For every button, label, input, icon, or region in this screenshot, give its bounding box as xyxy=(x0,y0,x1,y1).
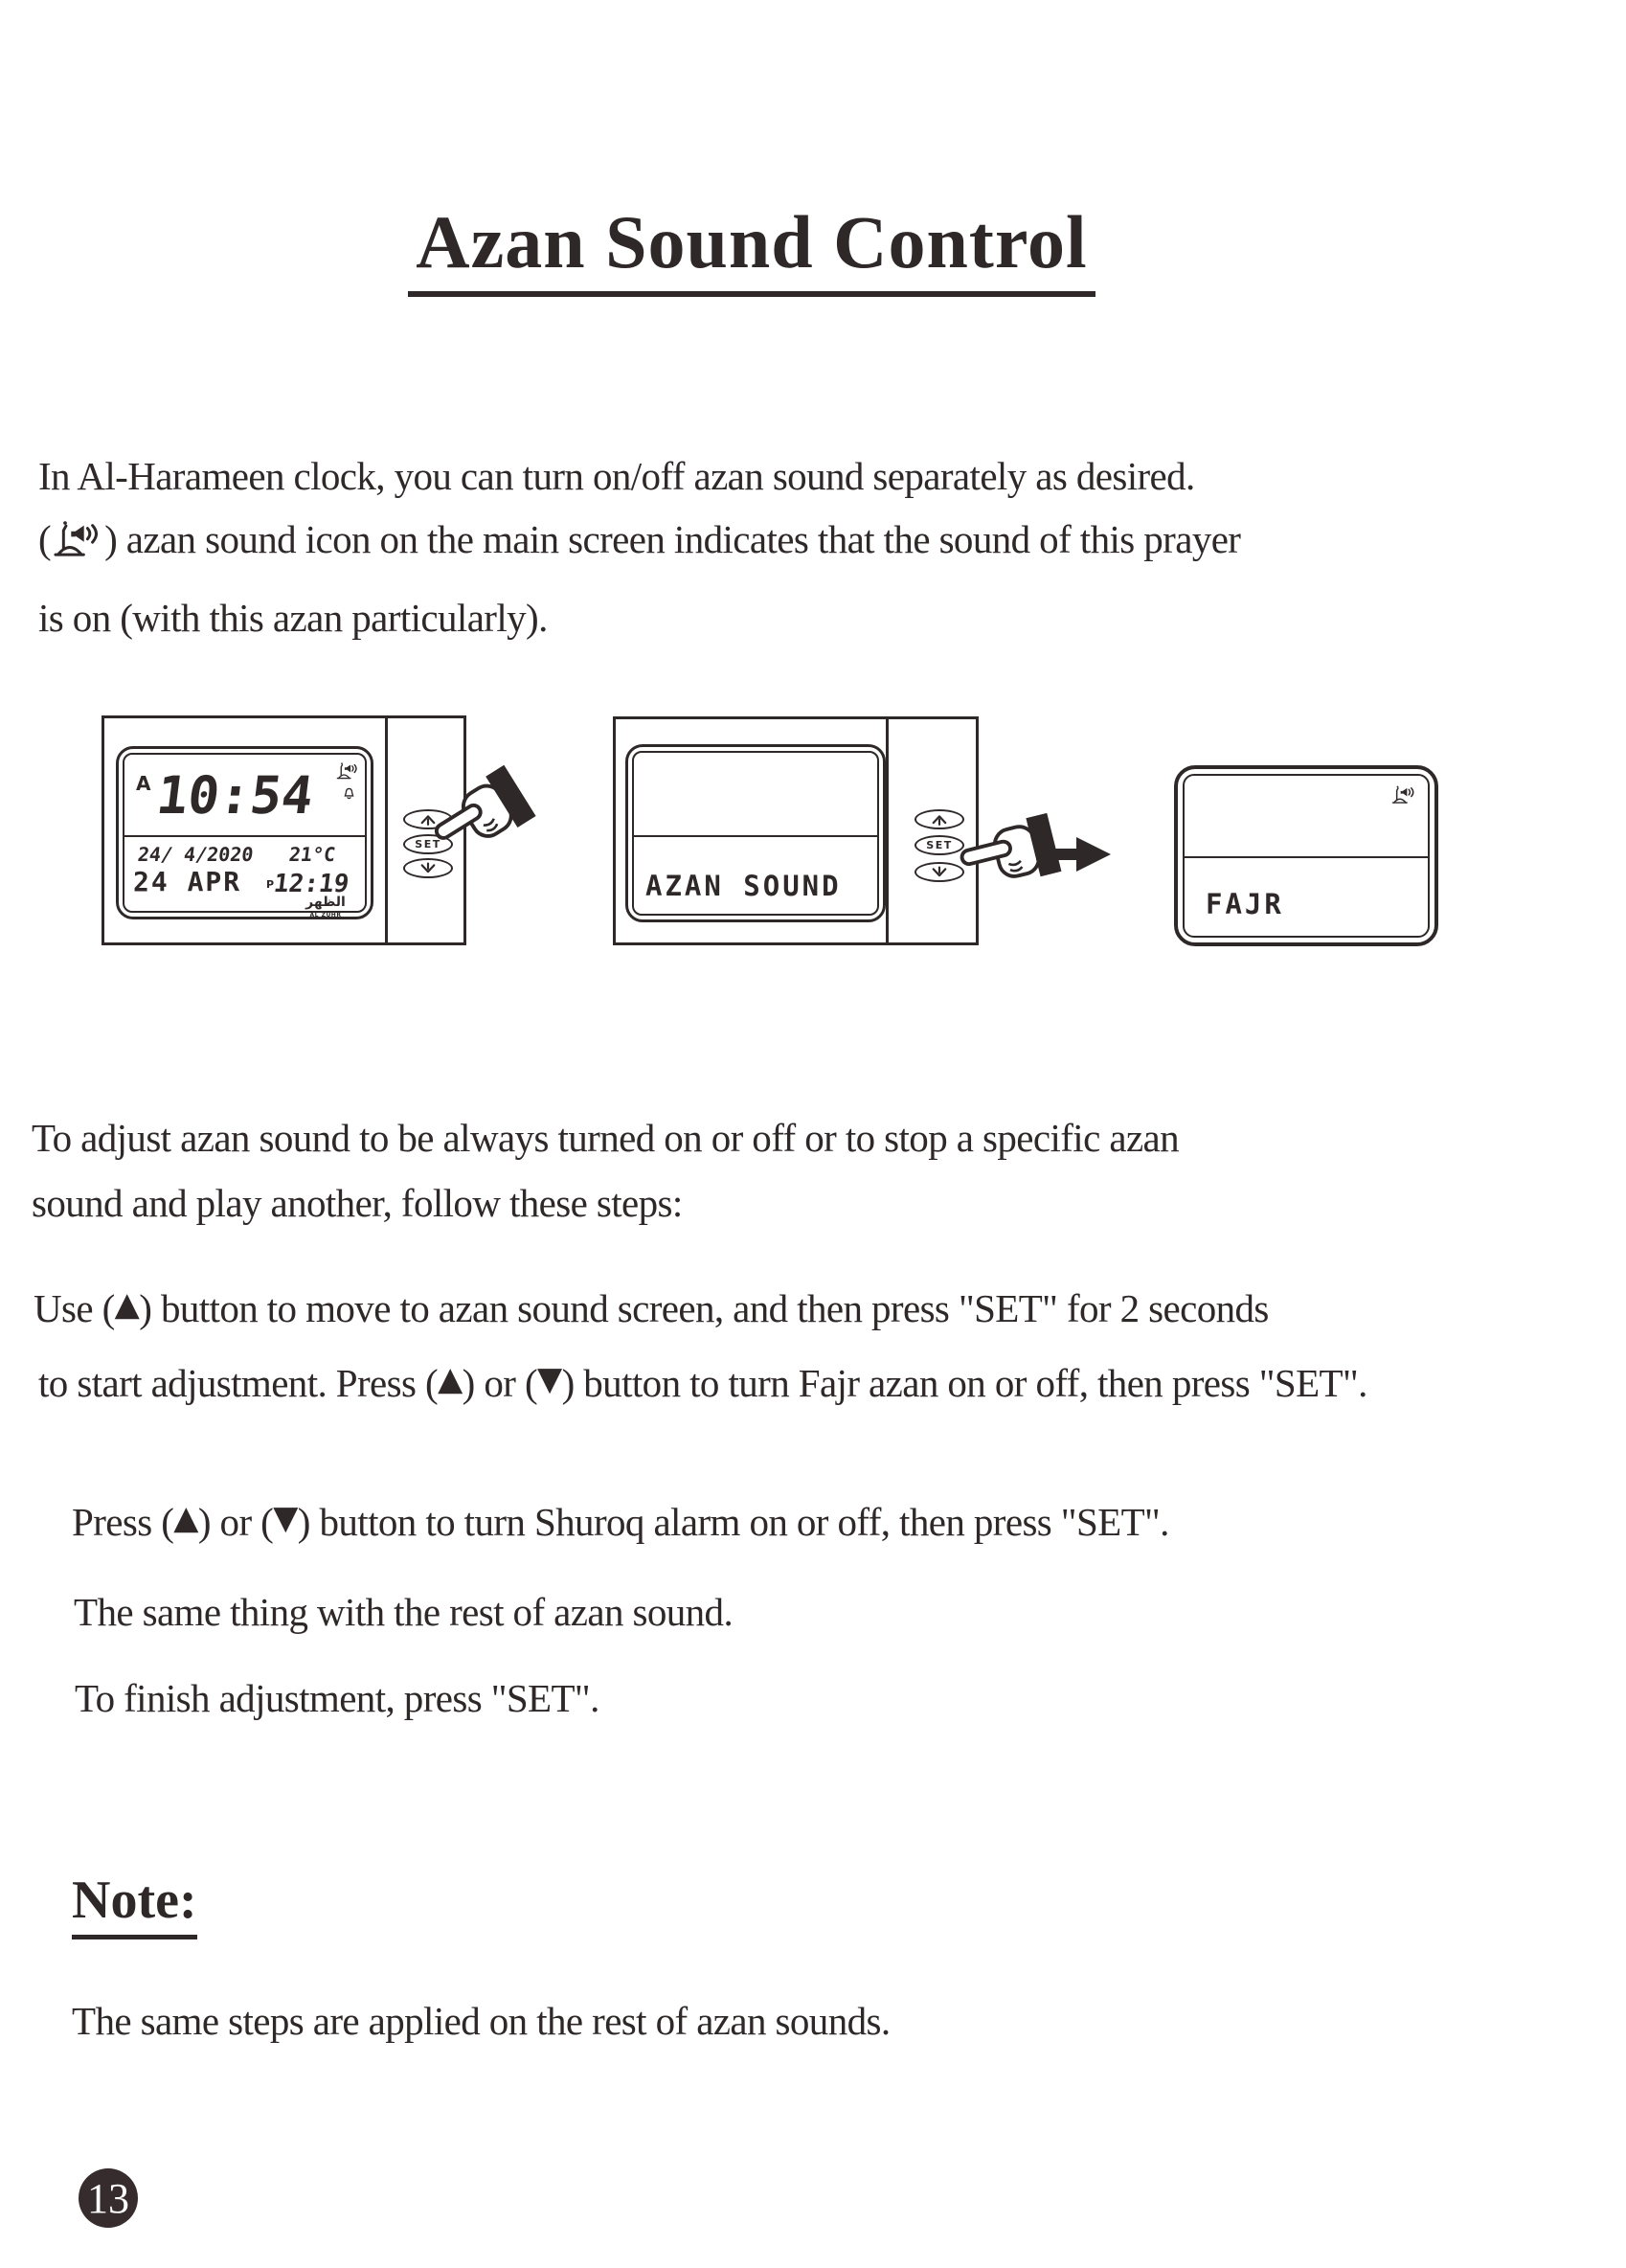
up-button xyxy=(915,809,964,829)
chevron-up-icon xyxy=(931,813,948,826)
lcd-screen-main-inner xyxy=(123,753,367,919)
up-triangle-icon: ▲ xyxy=(114,1285,140,1324)
step-text: ) button to move to azan sound screen, and then press "SET" for 2 seconds xyxy=(139,1286,1269,1330)
step-move-line-2 xyxy=(38,1350,1367,1408)
clock-time: 10:54 xyxy=(153,765,317,826)
lcd-screen-main xyxy=(116,746,373,919)
date-numeric: 24/ 4/2020 xyxy=(136,843,255,866)
fajr-screen-label: FAJR xyxy=(1206,888,1284,920)
mode-indicator: A xyxy=(136,772,151,795)
note-heading: Note: xyxy=(72,1870,197,1939)
step-text: ) button to turn Fajr azan on or off, then press "SET". xyxy=(561,1361,1367,1405)
prayer-name-arabic xyxy=(301,896,350,921)
prayer-name-latin: AL ZUHR xyxy=(309,912,342,919)
set-button-label: SET xyxy=(926,839,953,851)
step-text: Press ( xyxy=(72,1500,174,1544)
step-text: ) button to turn Shuroq alarm on or off, then press "SET". xyxy=(297,1500,1169,1544)
down-triangle-icon: ▼ xyxy=(537,1360,562,1398)
set-button-label: SET xyxy=(415,838,441,850)
lcd-screen-azan-sound xyxy=(625,744,886,922)
page-number-badge: 13 xyxy=(79,2168,138,2228)
steps-intro-line-2: sound and play another, follow these steps: xyxy=(32,1181,683,1225)
page-title: Azan Sound Control xyxy=(408,199,1095,297)
step-text: ) or ( xyxy=(197,1500,274,1544)
azan-sound-screen-label: AZAN SOUND xyxy=(645,870,842,902)
clock1-body xyxy=(102,715,466,945)
azan-sound-icon xyxy=(53,516,102,566)
fajr-screen xyxy=(1174,765,1438,946)
step-finish-line: To finish adjustment, press "SET". xyxy=(75,1676,599,1720)
step-text: ) or ( xyxy=(462,1361,538,1405)
intro-line-2 xyxy=(38,503,1240,576)
azan-sound-icon xyxy=(1391,783,1416,808)
intro-line-1: In Al-Harameen clock, you can turn on/off azan sound separately as desired. xyxy=(38,454,1195,498)
step-move-line-1 xyxy=(34,1276,1269,1333)
step-rest-line: The same thing with the rest of azan sound. xyxy=(74,1590,734,1634)
chevron-down-icon xyxy=(419,862,437,874)
up-triangle-icon: ▲ xyxy=(438,1360,463,1398)
intro-line-2-rest: ) azan sound icon on the main screen indicates that the sound of this prayer xyxy=(104,517,1241,561)
lcd-screen-azan-sound-inner xyxy=(632,751,879,916)
down-button xyxy=(403,858,453,878)
steps-intro-line-1: To adjust azan sound to be always turned on or off or to stop a specific azan xyxy=(32,1116,1180,1160)
lcd-divider xyxy=(124,835,365,837)
intro-line-3: is on (with this azan particularly). xyxy=(38,596,548,640)
title-row xyxy=(0,199,1503,297)
azan-sound-icon xyxy=(336,760,359,783)
step-text: to start adjustment. Press ( xyxy=(38,1361,439,1405)
lcd-divider xyxy=(634,835,877,837)
clock2-button-panel xyxy=(886,719,976,942)
prayer-time: 12:19 xyxy=(272,870,351,898)
clock2-body xyxy=(613,716,979,945)
chevron-down-icon xyxy=(931,866,948,878)
right-arrow-icon xyxy=(1036,833,1111,880)
intro-line-2-open: ( xyxy=(38,517,52,561)
fajr-screen-inner xyxy=(1183,774,1430,938)
date-text: 24 APR xyxy=(133,866,242,897)
lcd-divider xyxy=(1185,856,1428,858)
prayer-time-prefix: P xyxy=(266,878,275,891)
down-triangle-icon: ▼ xyxy=(273,1499,298,1537)
temperature: 21°C xyxy=(287,843,337,866)
alarm-bell-icon xyxy=(342,786,356,801)
step-text: Use ( xyxy=(34,1286,115,1330)
down-button xyxy=(915,862,964,882)
prayer-name-arabic-text: الظهر xyxy=(305,895,346,910)
up-triangle-icon: ▲ xyxy=(173,1499,198,1537)
step-shuroq-line xyxy=(72,1489,1169,1547)
note-body: The same steps are applied on the rest of azan sounds. xyxy=(72,1999,891,2043)
